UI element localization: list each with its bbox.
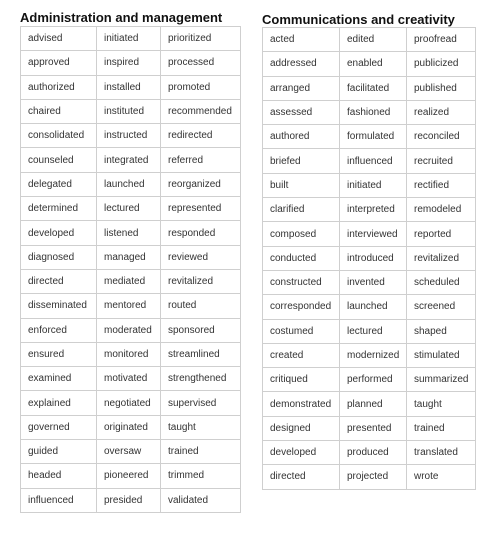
table-cell: approved <box>21 51 97 75</box>
table-cell: promoted <box>161 75 241 99</box>
table-row <box>21 245 241 269</box>
table-cell: interviewed <box>340 222 407 246</box>
table-row <box>263 416 476 440</box>
table-cell: initiated <box>340 173 407 197</box>
table-cell: developed <box>263 441 340 465</box>
table-cell: responded <box>161 221 241 245</box>
table-row <box>263 319 476 343</box>
table-cell: translated <box>407 441 476 465</box>
table-row <box>21 342 241 366</box>
table-cell: recommended <box>161 99 241 123</box>
administration-section <box>20 10 232 506</box>
table-row <box>21 221 241 245</box>
table-row <box>263 368 476 392</box>
table-cell: created <box>263 343 340 367</box>
table-cell: remodeled <box>407 198 476 222</box>
table-cell: guided <box>21 440 97 464</box>
table-cell: streamlined <box>161 342 241 366</box>
table-row <box>263 173 476 197</box>
table-cell: instructed <box>97 124 161 148</box>
table-cell: formulated <box>340 125 407 149</box>
table-cell: managed <box>97 245 161 269</box>
table-cell: taught <box>407 392 476 416</box>
table-cell: trimmed <box>161 464 241 488</box>
table-cell: presented <box>340 416 407 440</box>
table-cell: negotiated <box>97 391 161 415</box>
table-row <box>21 318 241 342</box>
table-cell: reorganized <box>161 172 241 196</box>
table-cell: integrated <box>97 148 161 172</box>
table-cell: monitored <box>97 342 161 366</box>
table-cell: mentored <box>97 294 161 318</box>
table-row <box>263 149 476 173</box>
table-row <box>263 76 476 100</box>
table-row <box>21 488 241 512</box>
table-cell: motivated <box>97 367 161 391</box>
table-cell: influenced <box>340 149 407 173</box>
communications-section <box>262 12 469 483</box>
table-cell: corresponded <box>263 295 340 319</box>
table-row <box>21 197 241 221</box>
table-row <box>263 270 476 294</box>
table-cell: published <box>407 76 476 100</box>
table-cell: interpreted <box>340 198 407 222</box>
table-cell: headed <box>21 464 97 488</box>
table-row <box>21 415 241 439</box>
table-cell: authored <box>263 125 340 149</box>
table-row <box>263 52 476 76</box>
table-cell: validated <box>161 488 241 512</box>
table-row <box>263 125 476 149</box>
table-cell: consolidated <box>21 124 97 148</box>
table-cell: fashioned <box>340 100 407 124</box>
table-cell: edited <box>340 28 407 52</box>
table-cell: screened <box>407 295 476 319</box>
table-cell: enabled <box>340 52 407 76</box>
table-row <box>21 367 241 391</box>
table-cell: invented <box>340 270 407 294</box>
table-cell: pioneered <box>97 464 161 488</box>
table-cell: built <box>263 173 340 197</box>
table-cell: directed <box>263 465 340 489</box>
table-cell: constructed <box>263 270 340 294</box>
table-cell: modernized <box>340 343 407 367</box>
table-cell: advised <box>21 27 97 51</box>
table-cell: conducted <box>263 246 340 270</box>
table-row <box>21 51 241 75</box>
table-cell: produced <box>340 441 407 465</box>
table-cell: influenced <box>21 488 97 512</box>
table-cell: introduced <box>340 246 407 270</box>
table-cell: moderated <box>97 318 161 342</box>
table-cell: revitalized <box>161 269 241 293</box>
table-cell: referred <box>161 148 241 172</box>
table-cell: listened <box>97 221 161 245</box>
table-cell: arranged <box>263 76 340 100</box>
table-cell: wrote <box>407 465 476 489</box>
table-cell: lectured <box>97 197 161 221</box>
table-cell: taught <box>161 415 241 439</box>
table-row <box>21 294 241 318</box>
table-row <box>21 391 241 415</box>
table-cell: revitalized <box>407 246 476 270</box>
administration-title: Administration and management <box>20 10 223 25</box>
table-row <box>21 124 241 148</box>
table-cell: supervised <box>161 391 241 415</box>
table-cell: trained <box>161 440 241 464</box>
table-row <box>263 222 476 246</box>
table-cell: reviewed <box>161 245 241 269</box>
table-row <box>263 28 476 52</box>
table-cell: mediated <box>97 269 161 293</box>
table-cell: scheduled <box>407 270 476 294</box>
table-row <box>21 172 241 196</box>
table-cell: strengthened <box>161 367 241 391</box>
table-cell: examined <box>21 367 97 391</box>
table-row <box>263 441 476 465</box>
table-cell: shaped <box>407 319 476 343</box>
table-cell: counseled <box>21 148 97 172</box>
table-cell: governed <box>21 415 97 439</box>
table-cell: delegated <box>21 172 97 196</box>
table-cell: summarized <box>407 368 476 392</box>
table-row <box>263 295 476 319</box>
table-cell: presided <box>97 488 161 512</box>
table-cell: facilitated <box>340 76 407 100</box>
table-cell: briefed <box>263 149 340 173</box>
table-cell: routed <box>161 294 241 318</box>
table-cell: projected <box>340 465 407 489</box>
table-cell: assessed <box>263 100 340 124</box>
table-cell: instituted <box>97 99 161 123</box>
table-cell: realized <box>407 100 476 124</box>
table-row <box>263 100 476 124</box>
communications-title: Communications and creativity <box>262 12 455 27</box>
table-row <box>21 75 241 99</box>
table-cell: explained <box>21 391 97 415</box>
table-cell: acted <box>263 28 340 52</box>
table-cell: composed <box>263 222 340 246</box>
table-row <box>263 246 476 270</box>
table-cell: determined <box>21 197 97 221</box>
table-row <box>21 464 241 488</box>
table-cell: oversaw <box>97 440 161 464</box>
table-cell: reconciled <box>407 125 476 149</box>
table-cell: demonstrated <box>263 392 340 416</box>
table-row <box>263 392 476 416</box>
table-cell: initiated <box>97 27 161 51</box>
table-cell: critiqued <box>263 368 340 392</box>
table-cell: redirected <box>161 124 241 148</box>
table-cell: launched <box>340 295 407 319</box>
table-row <box>21 148 241 172</box>
table-cell: disseminated <box>21 294 97 318</box>
table-cell: diagnosed <box>21 245 97 269</box>
table-cell: launched <box>97 172 161 196</box>
table-cell: trained <box>407 416 476 440</box>
table-cell: installed <box>97 75 161 99</box>
table-cell: planned <box>340 392 407 416</box>
table-cell: inspired <box>97 51 161 75</box>
table-row <box>21 27 241 51</box>
table-cell: clarified <box>263 198 340 222</box>
table-row <box>263 198 476 222</box>
table-cell: prioritized <box>161 27 241 51</box>
table-cell: developed <box>21 221 97 245</box>
table-cell: publicized <box>407 52 476 76</box>
table-row <box>21 99 241 123</box>
table-cell: recruited <box>407 149 476 173</box>
table-cell: lectured <box>340 319 407 343</box>
table-row <box>21 269 241 293</box>
table-cell: represented <box>161 197 241 221</box>
table-cell: authorized <box>21 75 97 99</box>
table-cell: reported <box>407 222 476 246</box>
table-cell: stimulated <box>407 343 476 367</box>
table-cell: costumed <box>263 319 340 343</box>
table-cell: rectified <box>407 173 476 197</box>
table-cell: designed <box>263 416 340 440</box>
communications-word-table <box>262 27 476 490</box>
table-cell: originated <box>97 415 161 439</box>
administration-word-table <box>20 26 241 513</box>
table-cell: sponsored <box>161 318 241 342</box>
table-cell: directed <box>21 269 97 293</box>
table-cell: performed <box>340 368 407 392</box>
table-row <box>263 465 476 489</box>
table-cell: addressed <box>263 52 340 76</box>
table-row <box>263 343 476 367</box>
table-cell: proofread <box>407 28 476 52</box>
table-cell: chaired <box>21 99 97 123</box>
table-cell: processed <box>161 51 241 75</box>
table-cell: ensured <box>21 342 97 366</box>
table-cell: enforced <box>21 318 97 342</box>
table-row <box>21 440 241 464</box>
